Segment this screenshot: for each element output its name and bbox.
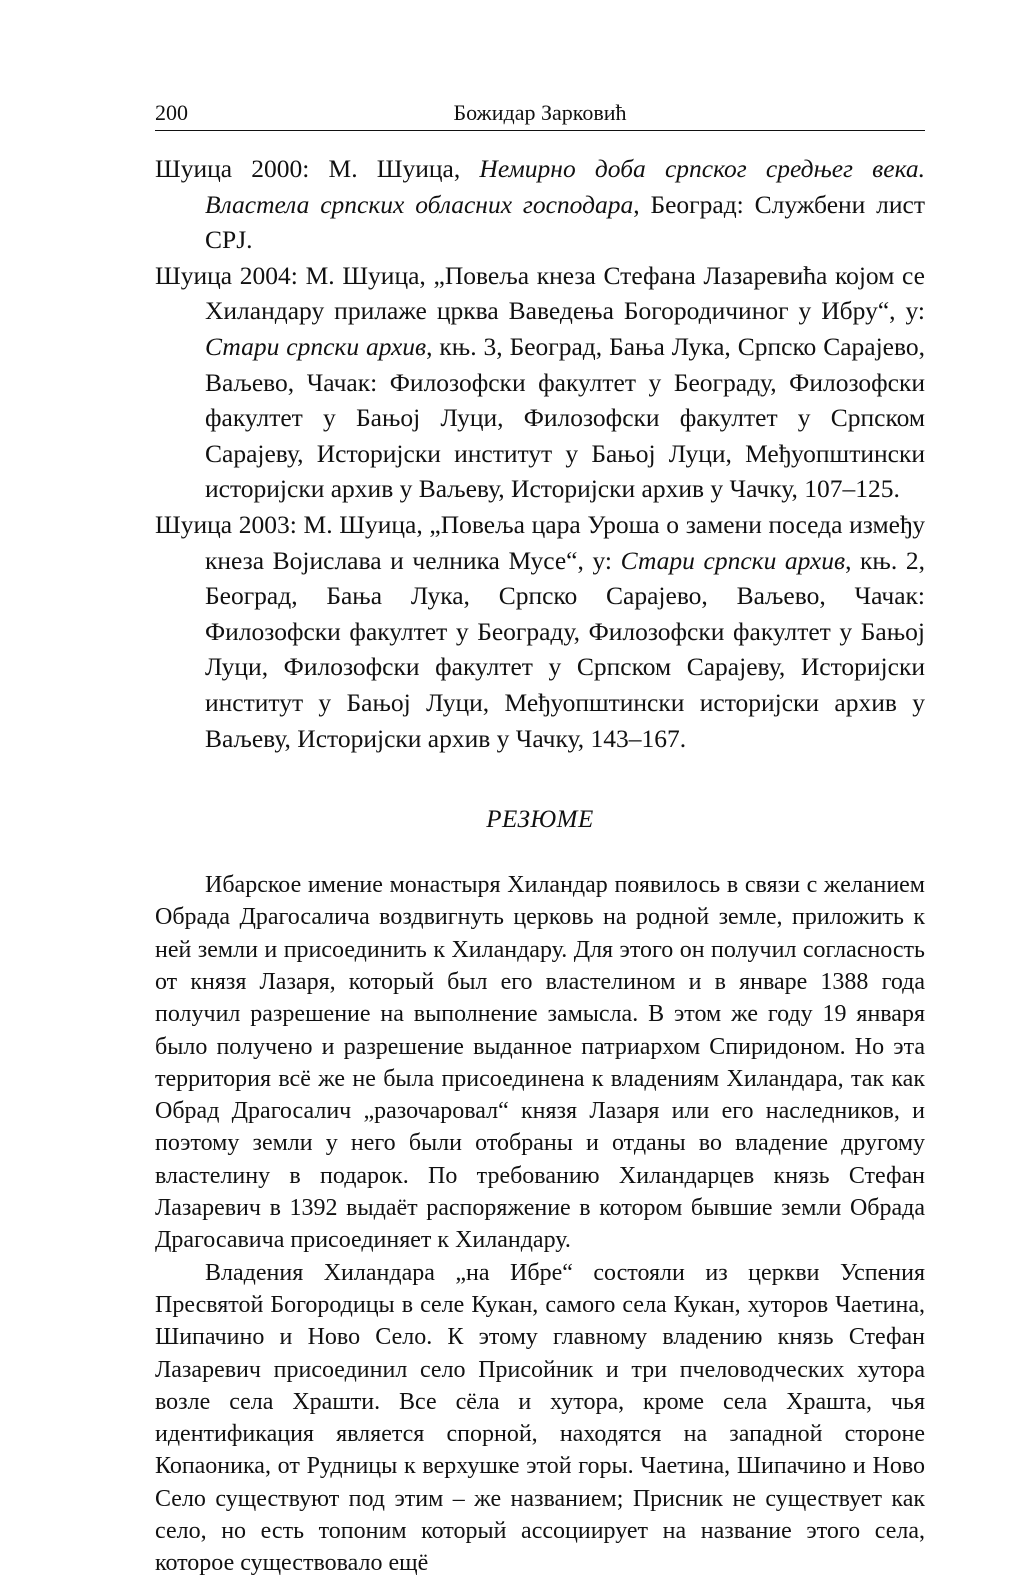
bibliography-entry	[155, 507, 925, 756]
running-head-author: Божидар Зарковић	[453, 100, 627, 125]
bib-key: Шуица 2004:	[155, 260, 298, 290]
summary-body	[155, 869, 925, 1580]
page-number: 200	[155, 100, 188, 125]
summary-heading: РЕЗЮМЕ	[486, 806, 594, 834]
bib-title: Немирно доба српског средњег века. Властела српских обласних господара	[205, 154, 925, 219]
bib-title: Стари српски архив	[205, 331, 427, 361]
summary-paragraph: Ибарское имение монастыря Хиландар появилось в связи с желанием Обрада Драгосалича воздвигнуть церковь на родной земле, приложить к ней земли и присоединить к Хиландару. Для этого он получил согласность от князя Лазаря, который был его властелином и в январе 1388 года получил разрешение на выполнение замысла. В этом же году 19 января было получено и разрешение выданное патриархом Спиридоном. Но эта территория всё же не была присоединена к владениям Хиландара, так как Обрад Драгосалич „разочаровал“ князя Лазаря или его наследников, и поэтому земли у него были отобраны и отданы во владение другому властелину в подарок. По требованию Хиландарцев князь Стефан Лазаревич в 1392 выдаёт распоряжение в котором бывшие земли Обрада Драгосавича присоединяет к Хиландару.	[155, 872, 925, 1254]
bib-title: Стари српски архив	[620, 545, 846, 575]
bib-key: Шуица 2000:	[155, 154, 310, 183]
bib-text: , књ. 3, Београд, Бања Лука, Српско Сарајево, Ваљево, Чачак: Филозофски факултет у Београду, Филозофски факултет у Бањој Луци, Филозофски факултет у Српском Сарајеву, Историјски институт у Бањој Луци, Међуопштински историјски архив у Ваљеву, Историјски архив у Чачку, 107–125.	[205, 331, 925, 504]
running-head	[155, 96, 925, 131]
bibliography-entry	[155, 151, 925, 258]
bib-key: Шуица 2003:	[155, 509, 297, 539]
bibliography-list	[155, 151, 925, 756]
bib-text: М. Шуица, „Повеља кнеза Стефана Лазаревића којом се Хиландару прилаже црква Ваведења Богородичиног у Ибру“, у:	[205, 260, 925, 326]
bib-text: М. Шуица, „Повеља цара Уроша о замени поседа између кнеза Војислава и челника Мусе“, у:	[205, 509, 926, 575]
summary-paragraph: Владения Хиландара „на Ибре“ состояли из церкви Успения Пресвятой Богородицы в селе Кукан, самого села Кукан, хуторов Чаетина, Шипачино и Ново Село. К этому главному владению князь Стефан Лазаревич присоединил село Присойник и три пчеловодческих хутора возле села Храшти. Все сёла и хутора, кроме села Храшта, чья идентификация является спорной, находятся на западной стороне Копаоника, от Рудницы к верхушке этой горы. Чаетина, Шипачино и Ново Село существуют под этим – же названием; Присник не существует как село, но есть топоним который ассоциирует на название этого села, которое существовало ещё	[155, 1259, 925, 1577]
book-page	[155, 96, 925, 1580]
bibliography-entry	[155, 258, 925, 507]
bib-text: , књ. 2, Београд, Бања Лука, Српско Сарајево, Ваљево, Чачак: Филозофски факултет у Београду, Филозофски факултет у Бањој Луци, Филозофски факултет у Српском Сарајеву, Историјски институт у Бањој Луци, Међуопштински историјски архив у Ваљеву, Историјски архив у Чачку, 143–167.	[205, 545, 925, 753]
bib-text: М. Шуица,	[309, 154, 480, 183]
bib-text: , Београд: Службени лист СРЈ.	[205, 189, 926, 255]
